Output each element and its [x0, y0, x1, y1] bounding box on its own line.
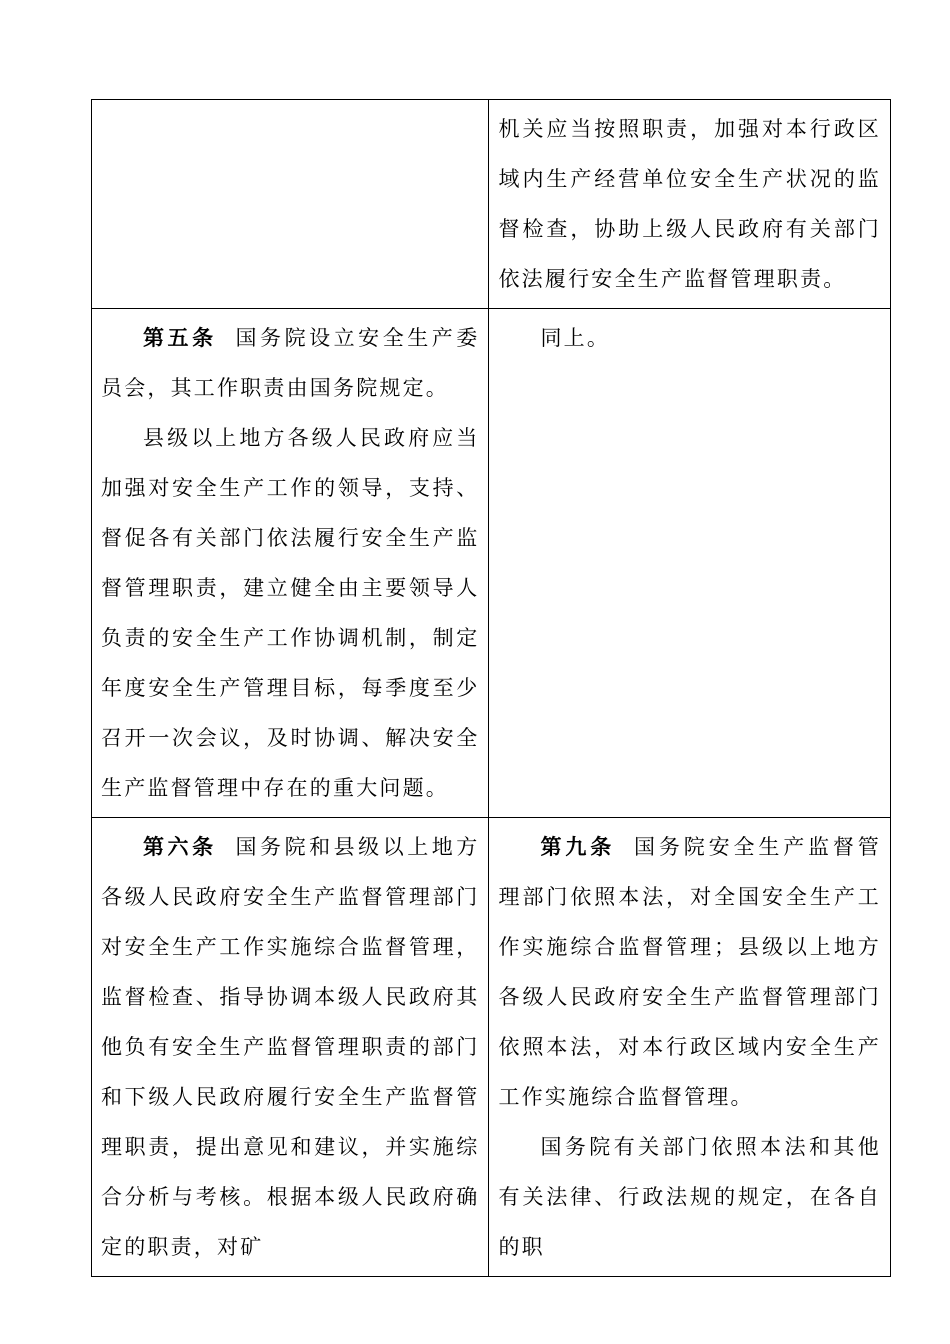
- paragraph: [498, 313, 881, 363]
- paragraph: [101, 313, 479, 413]
- paragraph: [498, 104, 881, 304]
- article-heading: 第五条: [143, 325, 217, 350]
- paragraph-text: 机关应当按照职责，加强对本行政区域内生产经营单位安全生产状况的监督检查，协助上级人民政府有关部门依法履行安全生产监督管理职责。: [498, 117, 881, 291]
- paragraph: [498, 1122, 881, 1272]
- paragraph: [101, 822, 479, 1272]
- paragraph: [101, 413, 479, 813]
- table-row: [92, 818, 891, 1277]
- paragraph: [498, 822, 881, 1122]
- paragraph-text: 国务院设立安全生产委员会，其工作职责由国务院规定。: [101, 326, 480, 400]
- paragraph-text: 国务院安全生产监督管理部门依照本法，对全国安全生产工作实施综合监督管理；县级以上地方各级人民政府安全生产监督管理部门依照本法，对本行政区域内安全生产工作实施综合监督管理。: [498, 835, 881, 1109]
- paragraph-text: 县级以上地方各级人民政府应当加强对安全生产工作的领导，支持、督促各有关部门依法履行安全生产监督管理职责，建立健全由主要领导人负责的安全生产工作协调机制，制定年度安全生产管理目标，每季度至少召开一次会议，及时协调、解决安全生产监督管理中存在的重大问题。: [101, 426, 480, 800]
- paragraph-text: 国务院和县级以上地方各级人民政府安全生产监督管理部门对安全生产工作实施综合监督管理，监督检查、指导协调本级人民政府其他负有安全生产监督管理职责的部门和下级人民政府履行安全生产监督管理职责，提出意见和建议，并实施综合分析与考核。根据本级人民政府确定的职责，对矿: [101, 835, 480, 1259]
- paragraph-text: 国务院有关部门依照本法和其他有关法律、行政法规的规定，在各自的职: [498, 1135, 881, 1259]
- article-heading: 第六条: [143, 834, 217, 859]
- comparison-table: [91, 99, 891, 1277]
- table-row: [92, 100, 891, 309]
- table-row: [92, 309, 891, 818]
- article-heading: 第九条: [540, 834, 616, 859]
- cell-right: [489, 818, 891, 1277]
- cell-left: [92, 818, 489, 1277]
- paragraph-text: 同上。: [540, 326, 611, 350]
- cell-left: [92, 309, 489, 818]
- cell-right: [489, 309, 891, 818]
- cell-right: [489, 100, 891, 309]
- cell-left: [92, 100, 489, 309]
